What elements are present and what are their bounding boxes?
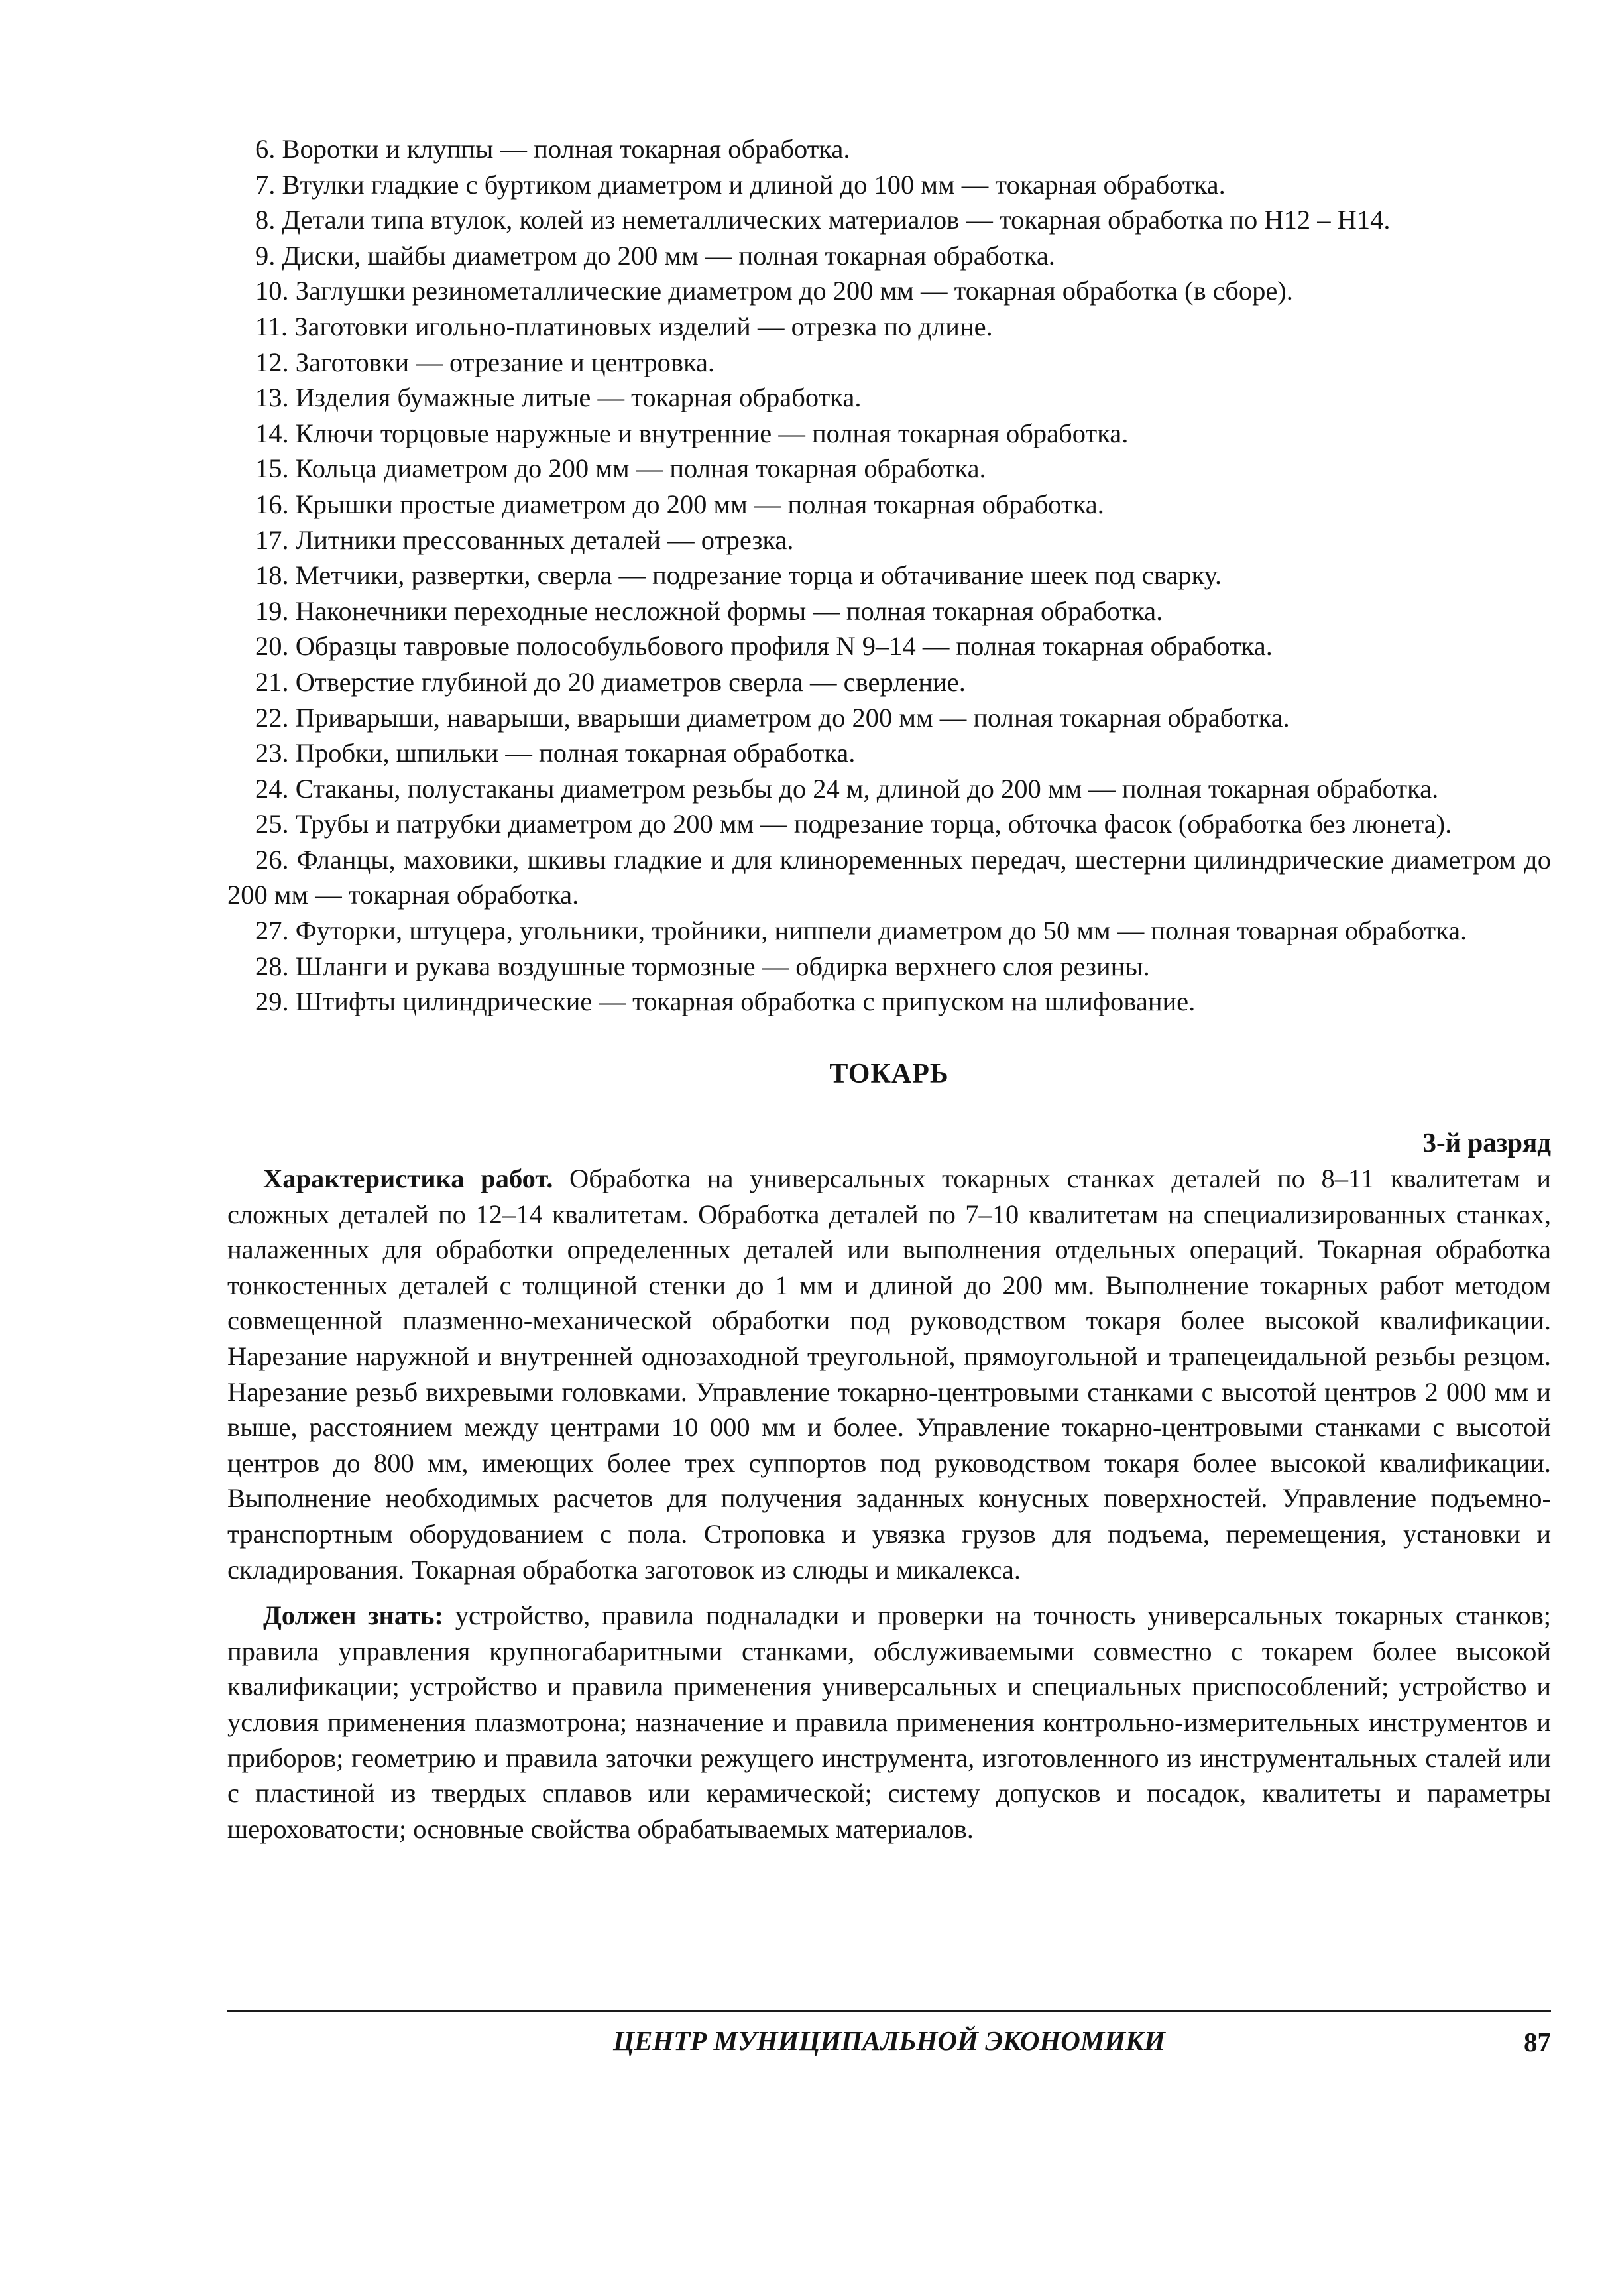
list-item: 29. Штифты цилиндрические — токарная обработка с припуском на шлифование. [255,987,1196,1017]
list-item: 24. Стаканы, полустаканы диаметром резьбы до 24 м, длиной до 200 мм — полная токарная обработка. [255,773,1439,804]
list-item: 27. Футорки, штуцера, угольники, тройники, ниппели диаметром до 50 мм — полная товарная обработка. [255,916,1467,946]
must-know-text: устройство, правила подналадки и проверки на точность универсальных токарных станков; правила управления крупногабаритными станками, обслуживаемыми совместно с токарем более высокой квалификации; устройство и правила применения универсальных и специальных приспособлений; устройство и условия применения плазмотрона; назначение и правила применения контрольно-измерительных инструментов и приборов; геометрию и правила заточки режущего инструмента, изготовленного из инструментальных сталей или с пластиной из твердых сплавов или керамической; систему допусков и посадок, квалитеты и параметры шероховатости; основные свойства обрабатываемых материалов. [227,1601,1551,1844]
list-item: 28. Шланги и рукава воздушные тормозные — обдирка верхнего слоя резины. [255,951,1150,981]
list-item: 26. Фланцы, маховики, шкивы гладкие и для клиноременных передач, шестерни цилиндрические диаметром до 200 мм — токарная обработка. [227,844,1551,910]
page-content [227,131,1551,1846]
grade-heading: 3-й разряд [1422,1127,1551,1158]
list-item: 10. Заглушки резинометаллические диаметром до 200 мм — токарная обработка (в сборе). [255,276,1293,306]
list-item: 14. Ключи торцовые наружные и внутренние — полная токарная обработка. [255,418,1129,448]
list-item: 11. Заготовки игольно-платиновых изделий — отрезка по длине. [255,311,993,341]
list-item: 21. Отверстие глубиной до 20 диаметров сверла — сверление. [255,666,966,697]
list-item: 12. Заготовки — отрезание и центровка. [255,347,715,377]
characteristics-paragraph [227,1161,1551,1587]
characteristics-label: Характеристика работ. [263,1164,553,1194]
must-know-paragraph [227,1598,1551,1846]
list-item: 7. Втулки гладкие с буртиком диаметром и длиной до 100 мм — токарная обработка. [255,169,1226,200]
list-item: 16. Крышки простые диаметром до 200 мм — полная токарная обработка. [255,489,1104,519]
list-item: 19. Наконечники переходные несложной формы — полная токарная обработка. [255,595,1163,626]
list-item: 25. Трубы и патрубки диаметром до 200 мм — подрезание торца, обточка фасок (обработка без люнета). [255,809,1452,839]
footer-title: ЦЕНТР МУНИЦИПАЛЬНОЙ ЭКОНОМИКИ [613,2025,1165,2056]
list-item: 15. Кольца диаметром до 200 мм — полная токарная обработка. [255,453,986,484]
list-item: 23. Пробки, шпильки — полная токарная обработка. [255,738,856,768]
list-item: 20. Образцы тавровые полособульбового профиля N 9–14 — полная токарная обработка. [255,631,1273,662]
list-item: 9. Диски, шайбы диаметром до 200 мм — полная токарная обработка. [255,240,1055,271]
page-footer [227,2010,1551,2058]
list-item: 8. Детали типа втулок, колей из неметаллических материалов — токарная обработка по H12 – H14. [255,205,1391,235]
list-item: 17. Литники прессованных деталей — отрезка. [255,524,794,555]
list-item: 13. Изделия бумажные литые — токарная обработка. [255,383,862,413]
list-item: 22. Приварыши, наварыши, вварыши диаметром до 200 мм — полная токарная обработка. [255,702,1290,733]
work-list [227,131,1551,1020]
characteristics-text: Обработка на универсальных токарных станках деталей по 8–11 квалитетам и сложных деталей по 12–14 квалитетам. Обработка деталей по 7–10 квалитетам на специализированных станках, налаженных для обработки определенных деталей или выполнения отдельных операций. Токарная обработка тонкостенных деталей с толщиной стенки до 1 мм и длиной до 200 мм. Выполнение токарных работ методом совмещенной плазменно-механической обработки под руководством токаря более высокой квалификации. Нарезание наружной и внутренней однозаходной треугольной, прямоугольной и трапецеидальной резьбы резцом. Нарезание резьб вихревыми головками. Управление токарно-центровыми станками с высотой центров 2 000 мм и выше, расстоянием между центрами 10 000 мм и более. Управление токарно-центровыми станками с высотой центров до 800 мм, имеющих более трех суппортов под руководством токаря более высокой квалификации. Выполнение необходимых расчетов для получения заданных конусных поверхностей. Управление подъемно-транспортным оборудованием с пола. Строповка и увязка грузов для подъема, перемещения, установки и складирования. Токарная обработка заготовок из слюды и микалекса. [227,1164,1551,1585]
list-item: 6. Воротки и клуппы — полная токарная обработка. [255,134,850,164]
list-item: 18. Метчики, развертки, сверла — подрезание торца и обтачивание шеек под сварку. [255,560,1222,591]
section-title: ТОКАРЬ [829,1058,949,1089]
must-know-label: Должен знать: [263,1601,443,1631]
page-number: 87 [1524,2027,1551,2057]
